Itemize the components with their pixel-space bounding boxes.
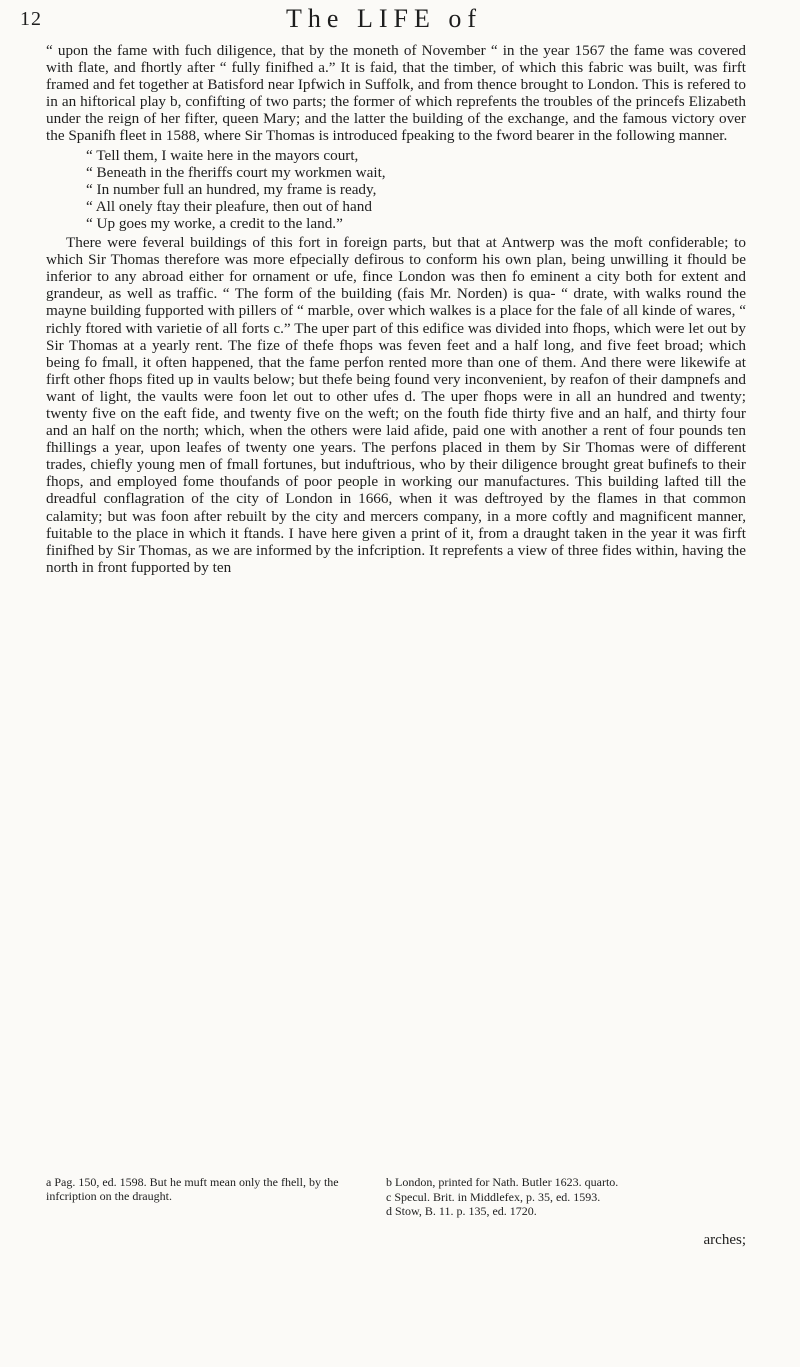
verse-line: “ Up goes my worke, a credit to the land.”: [86, 214, 343, 232]
footnote-column-left: [46, 1176, 352, 1220]
verse-line: “ All onely ftay their pleafure, then out of hand: [86, 197, 372, 215]
main-paragraph: There were feveral buildings of this fort in foreign parts, but that at Antwerp was the moft confiderable; to which Sir Thomas therefore was more efpecially defirous to conform his own plan, being unwilling it fhould be inferior to any abroad either for ornament or ufe, fince London was then fo eminent a city both for extent and grandeur, as well as traffic. “ The form of the building (fais Mr. Norden) is qua- “ drate, with walks round the mayne building fupported with pillers of “ marble, over which walkes is a place for the fale of all kinde of wares, “ richly ftored with varietie of all forts c.” The uper part of this edifice was divided into fhops, which were let out by Sir Thomas at a yearly rent. The fize of thefe fhops was feven feet and a half long, and five feet broad; which being fo fmall, it often happened, that the fame perfon rented more than one of them. And there were likewife at firft other fhops fited up in vaults below; but thefe being found very inconvenient, by reafon of their dampnefs and want of light, the vaults were foon let out to other ufes d. The uper fhops were in all an hundred and twenty; twenty five on the eaft fide, and twenty five on the weft; on the fouth fide thirty five and an half, and thirty four and an half on the north; which, when the others were laid afide, paid one with another a rent of four pounds ten fhillings a year, upon leafes of twenty one years. The perfons placed in them by Sir Thomas were of different trades, chiefly young men of fmall fortunes, but induftrious, who by their diligence brought great bufinefs to their fhops, and employed fome thoufands of poor people in working our manufactures. This building lafted till the dreadful conflagration of the city of London in 1666, when it was deftroyed by the flames in that common calamity; but was foon after rebuilt by the city and mercers company, in a more coftly and magnificent manner, fuitable to the place in which it ftands. I have here given a print of it, from a draught taken in the year it was firft finifhed by Sir Thomas, as we are informed by the infcription. It reprefents a view of three fides within, having the north in front fupported by ten: [46, 234, 746, 576]
footnote-a: a Pag. 150, ed. 1598. But he muft mean only the fhell, by the infcription on the draught.: [46, 1175, 339, 1203]
running-title: The LIFE of: [286, 4, 482, 33]
verse-line: “ In number full an hundred, my frame is ready,: [86, 180, 377, 198]
page-header: [20, 4, 748, 38]
footnote-d: d Stow, B. 11. p. 135, ed. 1720.: [386, 1204, 537, 1219]
catchword: arches;: [703, 1232, 746, 1248]
page-number: 12: [20, 8, 42, 30]
footnote-column-right: [386, 1176, 746, 1220]
footnotes: [46, 1176, 746, 1220]
footnote-b: b London, printed for Nath. Butler 1623. quarto.: [386, 1175, 619, 1189]
verse-line: “ Beneath in the fheriffs court my workmen wait,: [86, 163, 386, 181]
opening-paragraph: “ upon the fame with fuch diligence, that by the moneth of November “ in the year 1567 the fame was covered with flate, and fhortly after “ fully finifhed a.” It is faid, that the timber, of which this fabric was built, was firft framed and fet together at Batisford near Ipfwich in Suffolk, and from thence brought to London. This is refered to in an hiftorical play b, confifting of two parts; the former of which reprefents the troubles of the princefs Elizabeth under the reign of her fifter, queen Mary; and the latter the building of the exchange, and the famous victory over the Spanifh fleet in 1588, where Sir Thomas is introduced fpeaking to the fword bearer in the following manner.: [46, 42, 746, 145]
footnote-c: c Specul. Brit. in Middlefex, p. 35, ed. 1593.: [386, 1189, 601, 1204]
verse-line: “ Tell them, I waite here in the mayors court,: [86, 146, 359, 164]
body-text: [46, 42, 746, 576]
verse-quotation: [86, 147, 746, 232]
